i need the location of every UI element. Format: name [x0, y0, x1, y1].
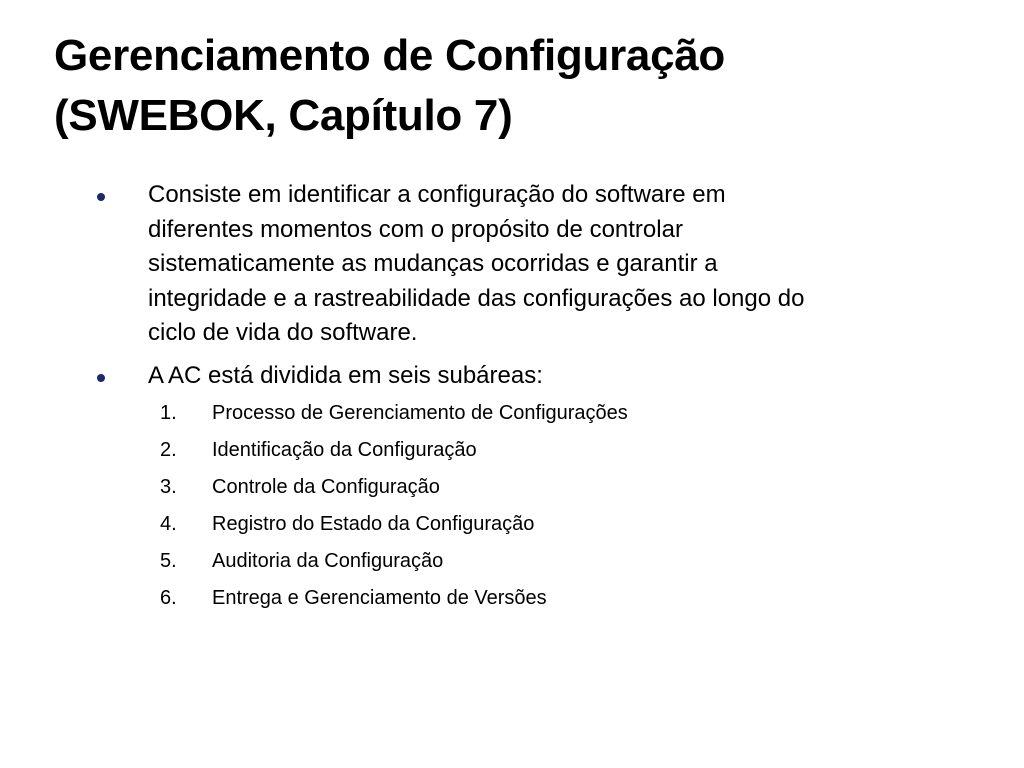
slide-content: [92, 178, 952, 623]
bullet-text-line: ciclo de vida do software.: [148, 319, 418, 346]
bullet-item-definition: [92, 178, 952, 351]
subarea-number: 5.: [160, 550, 177, 572]
subarea-item: [92, 586, 952, 623]
subarea-text: Identificação da Configuração: [212, 439, 477, 461]
slide-title-line-1: Gerenciamento de Configuração: [54, 31, 726, 80]
bullet-text-line: Consiste em identificar a configuração do software em: [148, 181, 726, 208]
bullet-dot-icon: [97, 193, 105, 201]
subarea-text: Auditoria da Configuração: [212, 550, 444, 572]
subarea-list: [92, 401, 952, 623]
bullet-text-line: integridade e a rastreabilidade das configurações ao longo do: [148, 284, 805, 312]
subarea-item: [92, 438, 952, 475]
slide-title-line-2: (SWEBOK, Capítulo 7): [54, 91, 513, 140]
subarea-number: 3.: [160, 476, 177, 498]
bullet-text-line: sistematicamente as mudanças ocorridas e garantir a: [148, 250, 718, 277]
subarea-item: [92, 401, 952, 438]
subarea-text: Controle da Configuração: [212, 476, 440, 498]
bullet-item-subareas: [92, 359, 952, 394]
subarea-number: 1.: [160, 402, 177, 424]
subarea-text: Registro do Estado da Configuração: [212, 513, 535, 535]
subarea-item: [92, 512, 952, 549]
subarea-text: Processo de Gerenciamento de Configurações: [212, 402, 628, 424]
subarea-number: 2.: [160, 439, 177, 461]
subarea-number: 6.: [160, 587, 177, 609]
subarea-item: [92, 549, 952, 586]
slide-title: [54, 26, 994, 146]
bullet-dot-icon: [97, 374, 105, 382]
bullet-text-line: A AC está dividida em seis subáreas:: [148, 361, 543, 389]
subarea-number: 4.: [160, 513, 177, 535]
subarea-text: Entrega e Gerenciamento de Versões: [212, 587, 547, 609]
bullet-text-line: diferentes momentos com o propósito de controlar: [148, 215, 683, 243]
subarea-item: [92, 475, 952, 512]
